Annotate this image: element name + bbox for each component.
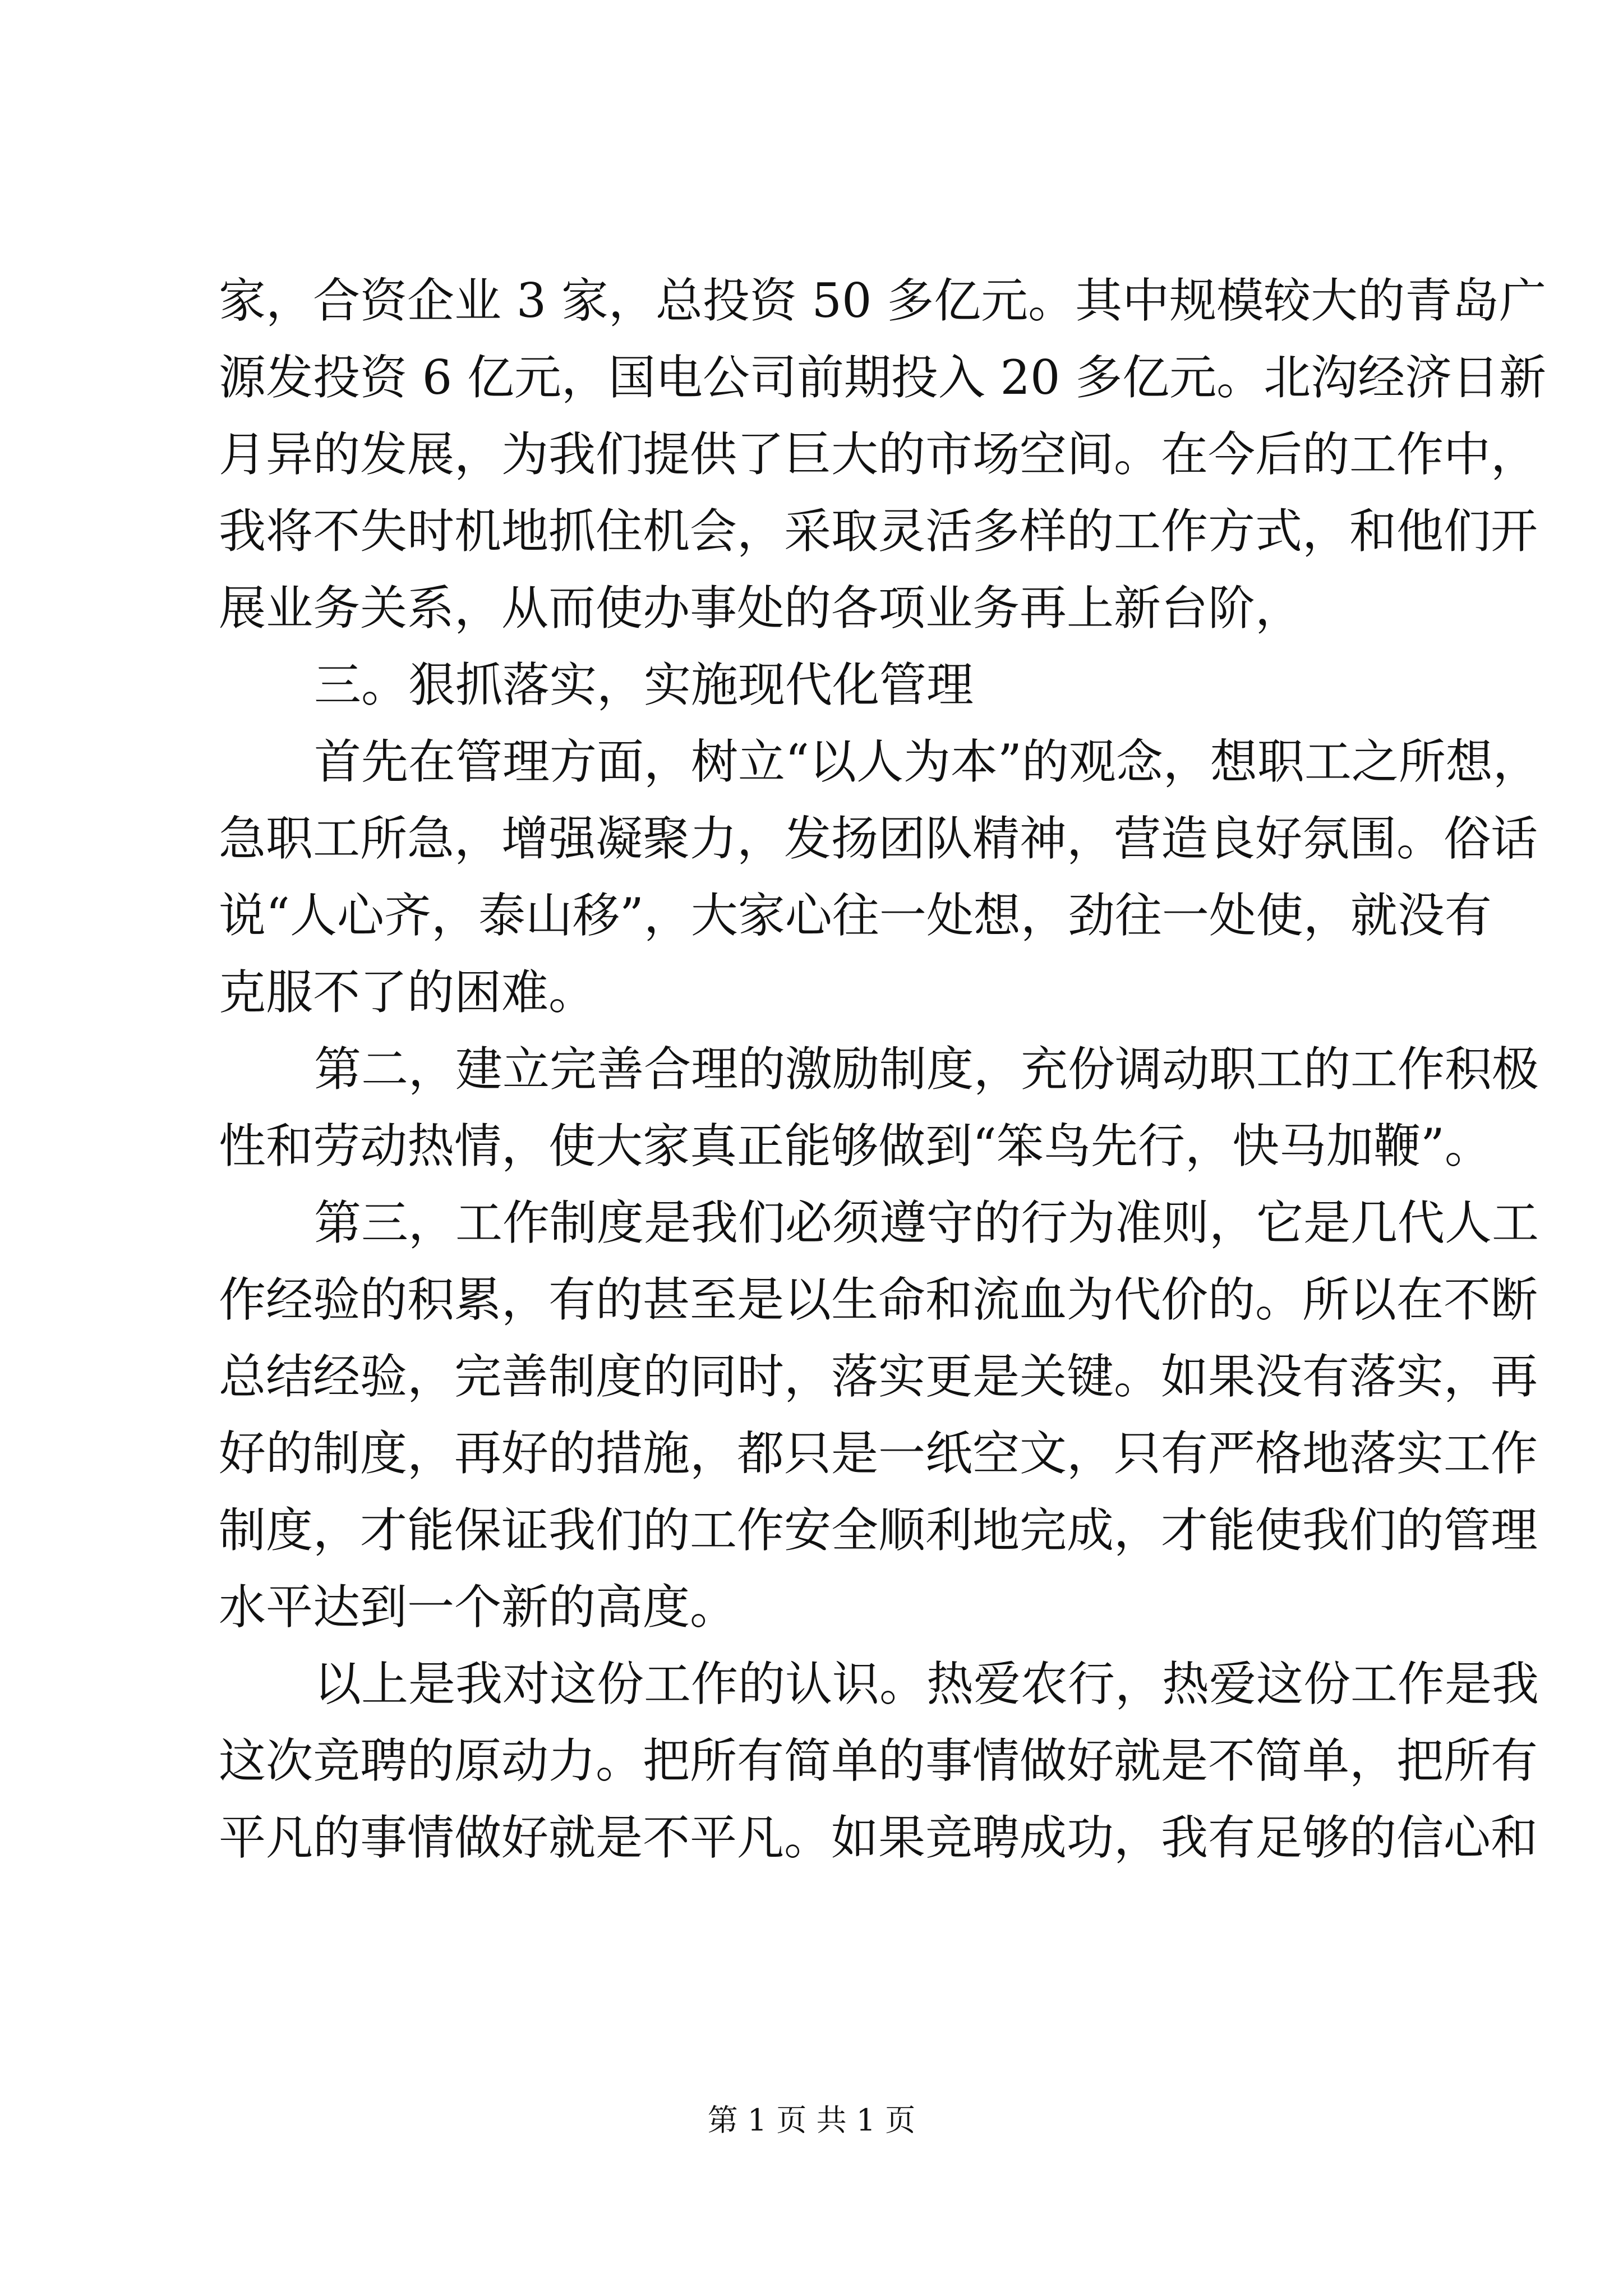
text-line: 源发投资 6 亿元，国电公司前期投入 20 多亿元。北沟经济日新 — [219, 350, 1547, 405]
text-line: 作经验的积累，有的甚至是以生命和流血为代价的。所以在不断 — [219, 1272, 1538, 1327]
text-line: 我将不失时机地抓住机会，采取灵活多样的工作方式，和他们开 — [219, 504, 1538, 559]
text-line: 制度，才能保证我们的工作安全顺利地完成，才能使我们的管理 — [219, 1503, 1538, 1558]
text-line: 平凡的事情做好就是不平凡。如果竞聘成功，我有足够的信心和 — [219, 1810, 1538, 1865]
text-line: 第二，建立完善合理的激励制度，充份调动职工的工作积极 — [314, 1042, 1539, 1097]
text-line: 以上是我对这份工作的认识。热爱农行，热爱这份工作是我 — [314, 1657, 1539, 1711]
text-line: 克服不了的困难。 — [219, 965, 596, 1020]
page-footer: 第 1 页 共 1 页 — [707, 2102, 916, 2138]
text-line: 急职工所急，增强凝聚力，发扬团队精神，营造良好氛围。俗话 — [219, 811, 1538, 866]
section-heading: 三。狠抓落实，实施现代化管理 — [314, 657, 974, 712]
text-line: 首先在管理方面，树立“以人为本”的观念，想职工之所想， — [314, 734, 1540, 789]
text-line: 说“人心齐，泰山移”，大家心往一处想，劲往一处使，就没有 — [219, 888, 1492, 943]
text-line: 总结经验，完善制度的同时，落实更是关键。如果没有落实，再 — [219, 1349, 1538, 1404]
text-line: 性和劳动热情，使大家真正能够做到“笨鸟先行，快马加鞭”。 — [219, 1119, 1492, 1174]
text-line: 水平达到一个新的高度。 — [219, 1580, 737, 1635]
text-line: 展业务关系，从而使办事处的各项业务再上新台阶， — [219, 581, 1303, 636]
text-line: 好的制度，再好的措施，都只是一纸空文，只有严格地落实工作 — [219, 1426, 1538, 1481]
text-line: 家，合资企业 3 家，总投资 50 多亿元。其中规模较大的青岛广 — [219, 273, 1547, 328]
document-body — [219, 263, 1547, 1876]
text-line: 第三，工作制度是我们必须遵守的行为准则，它是几代人工 — [314, 1195, 1539, 1250]
text-line: 月异的发展，为我们提供了巨大的市场空间。在今后的工作中， — [219, 427, 1538, 482]
text-line: 这次竞聘的原动力。把所有简单的事情做好就是不简单，把所有 — [219, 1733, 1538, 1788]
